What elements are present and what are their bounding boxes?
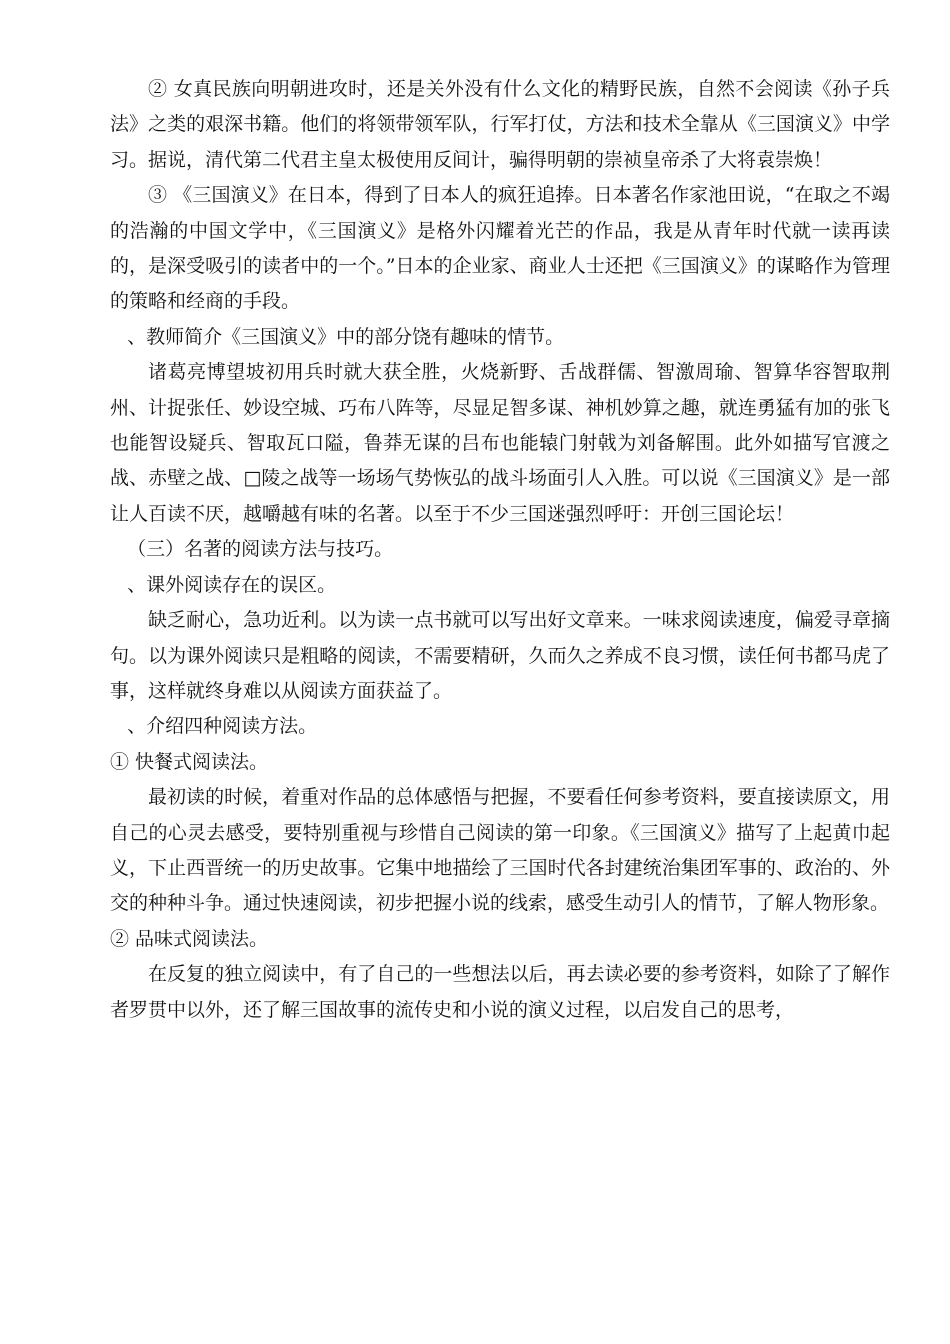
paragraph-japan-popularity: ③ 《三国演义》在日本，得到了日本人的疯狂追捧。日本著名作家池田说，“在取之不竭的浩瀚的中国文学中，《三国演义》是格外闪耀着光芒的作品，我是从青年时代就一读再读的，是深受吸引的读者中的一个。”日本的企业家、商业人士还把《三国演义》的谋略作为管理的策略和经商的手段。 [110, 184, 890, 313]
heading-section-three: （三）名著的阅读方法与技巧。 [127, 538, 394, 561]
heading-four-methods: 、介绍四种阅读方法。 [127, 715, 318, 738]
heading-fast-reading: ① 快餐式阅读法。 [110, 750, 269, 773]
paragraph-jurchen-reading: ② 女真民族向明朝进攻时，还是关外没有什么文化的精野民族，自然不会阅读《孙子兵法》之类的艰深书籍。他们的将领带领军队，行军打仗，方法和技术全靠从《三国演义》中学习。据说，清代第二代君主皇太极使用反间计，骗得明朝的崇祯皇帝杀了大将袁崇焕！ [110, 78, 890, 171]
heading-teacher-intro: 、教师简介《三国演义》中的部分饶有趣味的情节。 [127, 325, 565, 348]
heading-savor-reading: ② 品味式阅读法。 [110, 927, 269, 950]
paragraph-plot-highlights: 诸葛亮博望坡初用兵时就大获全胜，火烧新野、舌战群儒、智激周瑜、智算华容智取荆州、计捉张任、妙设空城、巧布八阵等，尽显足智多谋、神机妙算之趣，就连勇猛有加的张飞也能智设疑兵、智取瓦口隘，鲁莽无谋的吕布也能辕门射戟为刘备解围。此外如描写官渡之战、赤壁之战、□陵之战等一场场气势恢弘的战斗场面引人入胜。可以说《三国演义》是一部让人百读不厌，越嚼越有味的名著。以至于不少三国迷强烈呼吁：开创三国论坛！ [110, 361, 890, 525]
heading-reading-misconceptions: 、课外阅读存在的误区。 [127, 573, 337, 596]
paragraph-misconceptions: 缺乏耐心，急功近利。以为读一点书就可以写出好文章来。一味求阅读速度，偏爱寻章摘句。以为课外阅读只是粗略的阅读，不需要精研，久而久之养成不良习惯，读任何书都马虎了事，这样就终身难以从阅读方面获益了。 [110, 609, 890, 702]
paragraph-fast-reading: 最初读的时候，着重对作品的总体感悟与把握，不要看任何参考资料，要直接读原文，用自己的心灵去感受，要特别重视与珍惜自己阅读的第一印象。《三国演义》描写了上起黄巾起义，下止西晋统一的历史故事。它集中地描绘了三国时代各封建统治集团军事的、政治的、外交的种种斗争。通过快速阅读，初步把握小说的线索，感受生动引人的情节，了解人物形象。 [110, 786, 890, 915]
paragraph-savor-reading: 在反复的独立阅读中，有了自己的一些想法以后，再去读必要的参考资料，如除了了解作者罗贯中以外，还了解三国故事的流传史和小说的演义过程，以启发自己的思考， [110, 963, 890, 1021]
document-page [110, 72, 890, 1028]
